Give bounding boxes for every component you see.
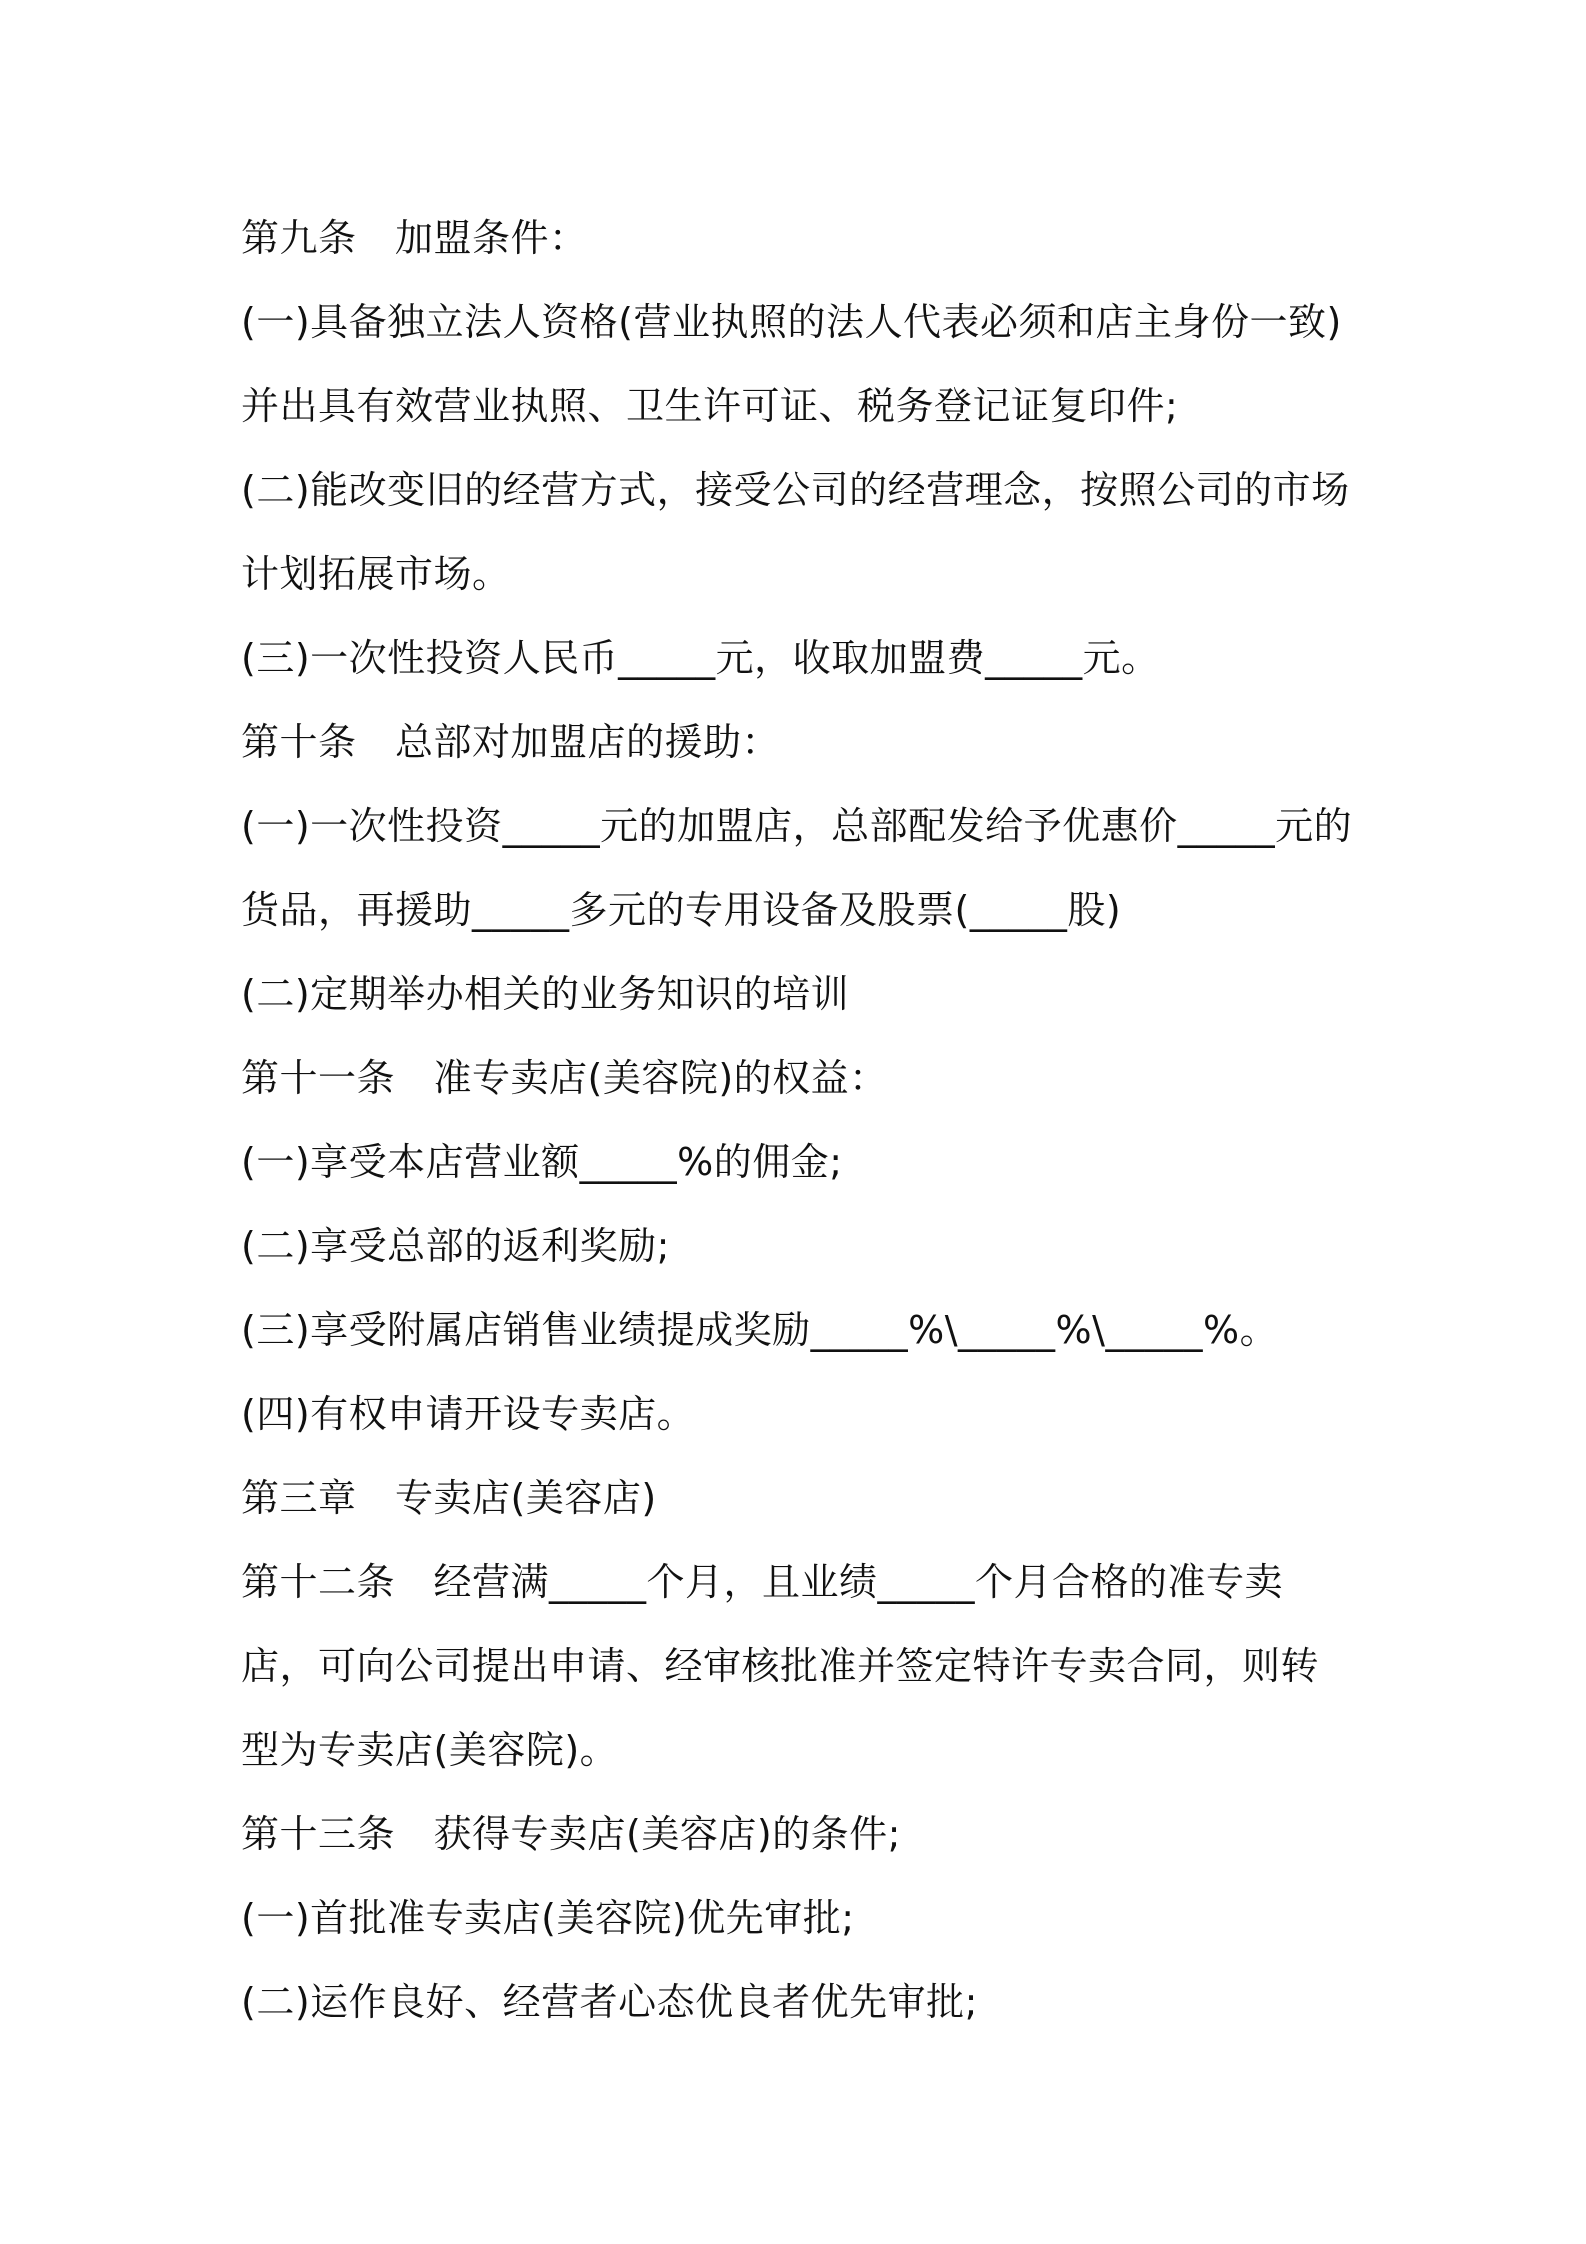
article-13-heading: 第十三条 获得专卖店(美容店)的条件; — [241, 1812, 901, 1856]
article-11-item-4: (四)有权申请开设专卖店。 — [241, 1392, 696, 1436]
article-11-item-1: (一)享受本店营业额_____%的佣金; — [241, 1140, 843, 1184]
chapter-3-heading: 第三章 专卖店(美容店) — [241, 1476, 657, 1520]
article-9-item-1: (一)具备独立法人资格(营业执照的法人代表必须和店主身份一致)并出具有效营业执照、卫生许可证、税务登记证复印件; — [241, 300, 1342, 428]
article-13-item-1: (一)首批准专卖店(美容院)优先审批; — [241, 1896, 855, 1940]
article-13-item-2: (二)运作良好、经营者心态优良者优先审批; — [241, 1980, 978, 2024]
document-body — [241, 196, 1357, 2044]
article-12: 第十二条 经营满_____个月，且业绩_____个月合格的准专卖店，可向公司提出申请、经审核批准并签定特许专卖合同，则转型为专卖店(美容院)。 — [241, 1560, 1320, 1772]
article-9-item-2: (二)能改变旧的经营方式，接受公司的经营理念，按照公司的市场计划拓展市场。 — [241, 468, 1350, 596]
article-10-heading: 第十条 总部对加盟店的援助： — [241, 720, 781, 764]
article-10-item-1: (一)一次性投资_____元的加盟店，总部配发给予优惠价_____元的货品，再援助_____多元的专用设备及股票(_____股) — [241, 804, 1353, 932]
article-11-item-2: (二)享受总部的返利奖励; — [241, 1224, 670, 1268]
article-11-item-3: (三)享受附属店销售业绩提成奖励_____%\_____%\_____%。 — [241, 1308, 1279, 1352]
article-9-item-3: (三)一次性投资人民币_____元，收取加盟费_____元。 — [241, 636, 1160, 680]
article-10-item-2: (二)定期举办相关的业务知识的培训 — [241, 972, 850, 1016]
article-9-heading: 第九条 加盟条件： — [241, 216, 588, 260]
article-11-heading: 第十一条 准专卖店(美容院)的权益： — [241, 1056, 888, 1100]
